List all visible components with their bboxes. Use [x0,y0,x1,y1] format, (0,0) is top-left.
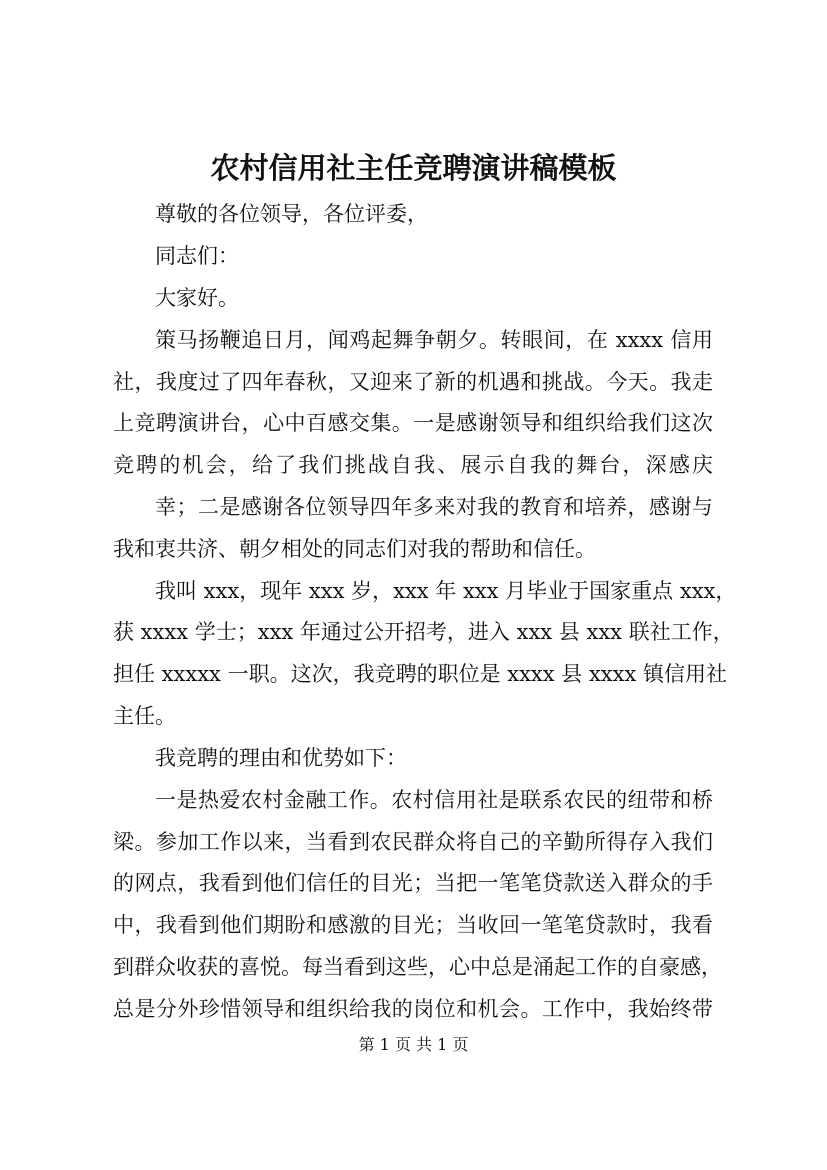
page-indicator: 第 1 页 共 1 页 [358,1035,469,1054]
text-line: 担任 xxxxx 一职。这次，我竞聘的职位是 xxxx 县 xxxx 镇信用社 [113,662,728,686]
text-line: 中，我看到他们期盼和感激的目光；当收回一笔笔贷款时，我看 [113,913,713,937]
text-line: 梁。参加工作以来，当看到农民群众将自己的辛勤所得存入我们 [113,830,713,854]
text-line: 主任。 [113,704,176,728]
text-line: 策马扬鞭追日月，闻鸡起舞争朝夕。转眼间，在 xxxx 信用 [155,328,713,352]
text-line: 竞聘的机会，给了我们挑战自我、展示自我的舞台，深感庆 [113,453,713,477]
text-line: 的网点，我看到他们信任的目光；当把一笔笔贷款送入群众的手 [113,871,713,895]
document-title: 农村信用社主任竞聘演讲稿模板 [210,151,617,185]
text-line: 幸；二是感谢各位领导四年多来对我的教育和培养，感谢与 [155,495,713,519]
text-line: 总是分外珍惜领导和组织给我的岗位和机会。工作中，我始终带 [113,997,713,1021]
text-line: 我叫 xxx，现年 xxx 岁，xxx 年 xxx 月毕业于国家重点 xxx， [155,579,737,603]
text-line: 到群众收获的喜悦。每当看到这些，心中总是涌起工作的自豪感， [113,955,722,979]
text-line: 我竞聘的理由和优势如下： [155,746,407,770]
text-line: 社，我度过了四年春秋，又迎来了新的机遇和挑战。今天。我走 [113,370,713,394]
text-line: 大家好。 [155,286,239,310]
text-line: 我和衷共济、朝夕相处的同志们对我的帮助和信任。 [113,537,596,561]
text-line: 获 xxxx 学士；xxx 年通过公开招考，进入 xxx 县 xxx 联社工作， [113,620,734,644]
text-line: 一是热爱农村金融工作。农村信用社是联系农民的纽带和桥 [155,788,713,812]
text-line: 同志们： [155,244,239,268]
text-line: 尊敬的各位领导，各位评委， [155,202,428,226]
text-line: 上竞聘演讲台，心中百感交集。一是感谢领导和组织给我们这次 [113,411,713,435]
